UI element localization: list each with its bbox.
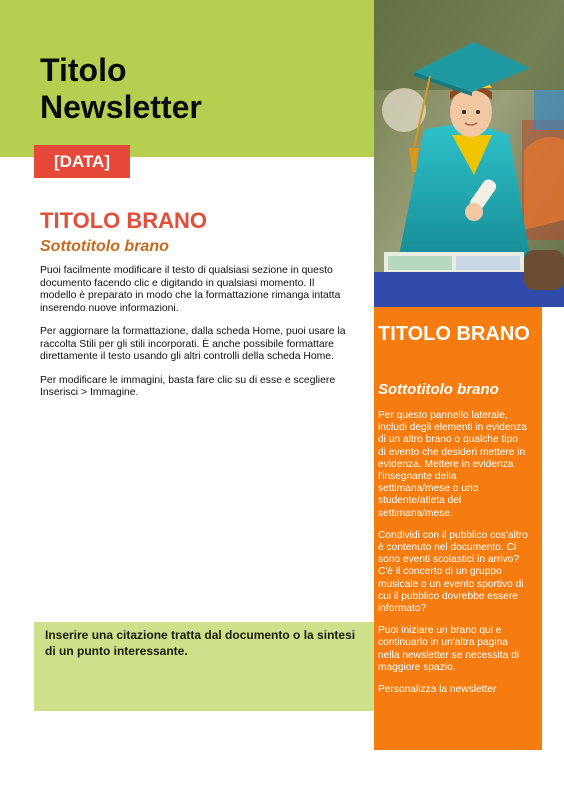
sidebar-title: TITOLO BRANO (378, 323, 530, 345)
newsletter-title-line1: Titolo (40, 52, 127, 88)
article-paragraph: Puoi facilmente modificare il testo di qualsiasi sezione in questo documento facendo clic e digitando in qualsiasi momento. Il modello è preparato in modo che la formattazione rimanga intatta inserendo nuove informazioni. (40, 265, 341, 314)
sidebar-paragraph: Condividi con il pubblico cos'altro è contenuto nel documento. Ci sono eventi scolastici in arrivo? C'è il concerto di un gruppo musicale o un evento sportivo di cui il pubblico dovrebbe essere informato? (378, 529, 528, 615)
article-body (40, 265, 350, 400)
graduate-child-photo (374, 0, 564, 307)
pull-quote-text: Inserire una citazione tratta dal documento o la sintesi di un punto interessante. (45, 628, 356, 658)
sidebar-paragraph: Per questo pannello laterale, includi degli elementi in evidenza di un altro brano o qualche tipo di evento che desideri mettere in evidenza. Mettere in evidenza l'insegnante della settimana/mese o uno studente/atleta del settimana/mese. (378, 410, 527, 519)
article-subtitle: Sottotitolo brano (40, 238, 169, 255)
article-paragraph: Per modificare le immagini, basta fare clic su di esse e scegliere Inserisci > Immagine. (40, 374, 336, 398)
article-paragraph: Per aggiornare la formattazione, dalla scheda Home, puoi usare la raccolta Stili per gli stili incorporati. È anche possibile formattare direttamente il testo usando gli altri controlli della scheda Home. (40, 326, 346, 362)
pull-quote-box (34, 622, 374, 711)
newsletter-title (40, 52, 360, 126)
sidebar-panel (374, 307, 542, 750)
sidebar-subtitle: Sottotitolo brano (378, 381, 499, 398)
newsletter-title-line2: Newsletter (40, 89, 202, 125)
date-badge: [DATA] (34, 145, 130, 178)
article-title: TITOLO BRANO (40, 208, 208, 233)
sidebar-body (378, 410, 528, 706)
sidebar-paragraph: Personalizza la newsletter (378, 684, 497, 696)
main-article (40, 208, 350, 411)
sidebar-paragraph: Puoi iniziare un brano qui e continuarlo in un'altra pagina nella newsletter se necessita di maggiore spazio. (378, 625, 520, 673)
